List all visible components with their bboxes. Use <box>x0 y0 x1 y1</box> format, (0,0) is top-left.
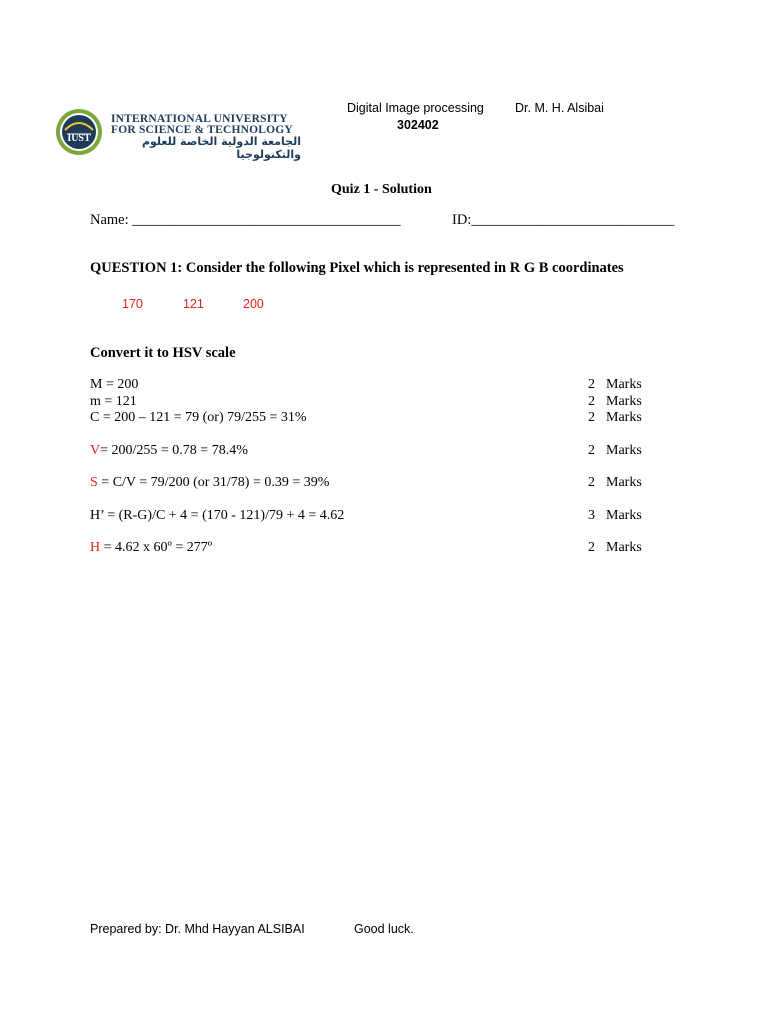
marks-unit: Marks <box>606 410 642 425</box>
marks-unit: Marks <box>606 540 642 555</box>
question-heading: QUESTION 1: Consider the following Pixel which is represented in R G B coordinates <box>90 260 624 276</box>
pixel-g-value: 121 <box>183 297 204 311</box>
instructor-name: Dr. M. H. Alsibai <box>515 101 604 115</box>
solution-text: C = 200 – 121 = 79 (or) 79/255 = 31% <box>90 410 307 425</box>
marks-points: 2 <box>588 394 595 409</box>
solution-line <box>90 377 138 393</box>
course-name: Digital Image processing <box>347 101 484 115</box>
university-emblem-icon <box>55 108 103 156</box>
solution-marks <box>588 508 642 524</box>
solution-text: m = 121 <box>90 394 137 409</box>
marks-points: 2 <box>588 443 595 458</box>
solution-text: M = 200 <box>90 377 139 392</box>
marks-points: 2 <box>588 377 595 392</box>
solution-line <box>90 475 329 491</box>
course-code: 302402 <box>397 118 439 132</box>
solution-text: H’ = (R-G)/C + 4 = (170 - 121)/79 + 4 = 4.62 <box>90 508 345 523</box>
solution-text: = 4.62 x 60º = 277º <box>100 540 213 555</box>
marks-points: 3 <box>588 508 595 523</box>
marks-unit: Marks <box>606 377 642 392</box>
marks-unit: Marks <box>606 394 642 409</box>
solution-line <box>90 508 344 524</box>
solution-line <box>90 540 212 556</box>
solution-prefix: V <box>90 443 101 458</box>
solution-line <box>90 443 248 459</box>
pixel-r-value: 170 <box>122 297 143 311</box>
solution-line <box>90 394 137 410</box>
solution-text: = C/V = 79/200 (or 31/78) = 0.39 = 39% <box>97 475 330 490</box>
name-field: Name: _____________________________________ <box>90 212 401 228</box>
solution-marks <box>588 377 642 393</box>
marks-points: 2 <box>588 475 595 490</box>
solution-text: = 200/255 = 0.78 = 78.4% <box>100 443 248 458</box>
logo-line-2: FOR SCIENCE & TECHNOLOGY <box>111 124 293 136</box>
logo-line-1: INTERNATIONAL UNIVERSITY <box>111 113 288 125</box>
solution-marks <box>588 443 642 459</box>
solution-marks <box>588 394 642 410</box>
logo-arabic: الجامعة الدولية الخاصة للعلوم والتكنولوجيا <box>141 135 301 161</box>
marks-unit: Marks <box>606 443 642 458</box>
solution-prefix: H <box>90 540 101 555</box>
marks-points: 2 <box>588 410 595 425</box>
page-title: Quiz 1 - Solution <box>331 182 432 197</box>
solution-marks <box>588 410 642 426</box>
solution-prefix: S <box>90 475 98 490</box>
marks-unit: Marks <box>606 508 642 523</box>
task-heading: Convert it to HSV scale <box>90 345 236 361</box>
closing-note: Good luck. <box>354 922 414 936</box>
solution-line <box>90 410 307 426</box>
marks-unit: Marks <box>606 475 642 490</box>
prepared-by: Prepared by: Dr. Mhd Hayyan ALSIBAI <box>90 922 305 936</box>
solution-marks <box>588 540 642 556</box>
pixel-b-value: 200 <box>243 297 264 311</box>
id-field: ID:____________________________ <box>452 212 675 228</box>
marks-points: 2 <box>588 540 595 555</box>
solution-marks <box>588 475 642 491</box>
emblem-text: IUST <box>67 133 91 144</box>
university-logo <box>55 108 301 160</box>
